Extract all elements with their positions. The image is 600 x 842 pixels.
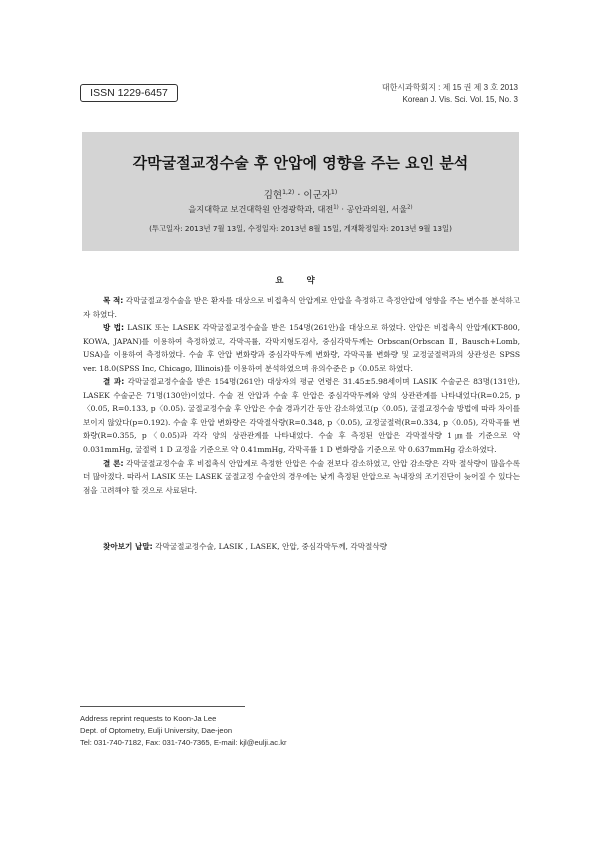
author-name: 이군자 (303, 190, 331, 201)
affiliation-part-2: · 공안과의원, 서울 (338, 204, 408, 214)
affiliation-mark-1: 1) (333, 204, 339, 211)
affiliation (82, 204, 519, 215)
issn-text: ISSN 1229-6457 (90, 87, 168, 99)
abstract-conclusion (83, 457, 520, 498)
abstract-methods (83, 321, 520, 375)
journal-info (382, 82, 518, 106)
affiliation-part-1: 을지대학교 보건대학원 안경광학과, 대전 (188, 204, 334, 214)
footer-divider (80, 706, 245, 707)
correspondence-footer (80, 713, 287, 749)
section-label: 결 과: (103, 377, 125, 387)
footer-line: Address reprint requests to Koon-Ja Lee (80, 714, 217, 723)
footer-line: Tel: 031-740-7182, Fax: 031-740-7365, E-mail: kjl@eulji.ac.kr (80, 738, 287, 747)
section-text: LASIK 또는 LASEK 각막굴절교정수술을 받은 154명(261안)을 대상으로 하였다. 안압은 비접촉식 안압계(KT-800, KOWA, JAPAN)를 이용하여 측정하였고, 각막곡률, 각막지형도검사, 중심각막두께는 Orbscan(Orbscan Ⅱ, Bausch+Lomb, USA)을 이용하여 측정하였다. 수술 후 안압 변화량과 중심각막두께 변화량, 각막곡률 변화량 및 교정굴절력과의 상관성은 SPSS ver. 18.0(SPSS Inc, Chicago, Illinois)를 이용하여 분석하였으며 유의수준은 p〈0.05로 하였다. (83, 323, 521, 373)
section-label: 목 적: (103, 296, 124, 305)
section-label: 결 론: (103, 458, 124, 468)
section-text: 각막굴절교정수술 후 비접촉식 안압계로 측정한 안압은 수술 전보다 감소하였고, 안압 감소량은 각막 절삭량이 많을수록 더 많아졌다. 따라서 LASIK 또는 LASEK 굴절교정 수술안의 경우에는 낮게 측정된 안압으로 녹내장의 조기진단이 늦어질 수 있다는 점을 고려해야 할 것으로 사료된다. (83, 458, 520, 495)
section-label: 방 법: (103, 323, 125, 333)
author-affiliation-mark: 1) (330, 188, 338, 196)
author-list (82, 187, 519, 201)
abstract-heading: 요 약 (275, 276, 325, 286)
abstract-purpose (83, 294, 520, 321)
section-text: 각막굴절교정수술을 받은 154명(261안) 대상자의 평균 연령은 31.45±5.98세이며 LASIK 수술군은 83명(131안), LASEK 수술군은 71명(130안)이었다. 수술 전 안압과 수술 후 안압은 중심각막두께와 양의 상관관계를 나타내었다(R=0.25, p〈0.05, R=0.133, p〈0.05). 굴절교정수술 후 안압은 수술 경과기간 동안 감소하였고(p〈0.05), 굴절교정수술 방법에 따라 차이를 보이지 않았다(p=0.192). 수술 후 안압 변화량은 각막절삭량(R=0.348, p〈0.05), 교정굴절력(R=0.334, p〈0.05), 각막곡률 변화량(R=0.355, p〈0.05)과 각각 양의 상관관계를 나타내었다. 수술 후 측정된 안압은 각막절삭량 1㎛를 기준으로 약 0.031mmHg, 굴절력 1 D 교정을 기준으로 약 0.41mmHg, 각막곡률 1 D 변화량을 기준으로 약 0.637mmHg 감소하였다. (83, 377, 520, 455)
issn-badge (80, 84, 178, 102)
author-name: 김현 (263, 190, 283, 201)
section-text: 각막굴절교정수술을 받은 환자를 대상으로 비접촉식 안압계로 안압을 측정하고 측정안압에 영향을 주는 변수를 분석하고자 하였다. (83, 296, 521, 319)
author-affiliation-mark: 1,2) (282, 188, 295, 196)
keywords-text: 각막굴절교정수술, LASIK , LASEK, 안압, 중심각막두께, 각막절삭량 (152, 542, 388, 551)
paper-title: 각막굴절교정수술 후 안압에 영향을 주는 요인 분석 (132, 154, 469, 172)
journal-english: Korean J. Vis. Sci. Vol. 15, No. 3 (402, 95, 518, 104)
keywords (103, 540, 523, 553)
abstract-body (83, 294, 520, 497)
journal-korean: 대한시과학회지 : 제 15 권 제 3 호 2013 (381, 83, 518, 92)
affiliation-mark-2: 2) (407, 204, 413, 211)
submission-dates: (투고일자: 2013년 7월 13일, 수정일자: 2013년 8월 15일, 게재확정일자: 2013년 9월 13일) (149, 224, 452, 233)
author-separator: · (297, 190, 301, 201)
title-block (82, 132, 519, 251)
keywords-label: 찾아보기 낱말: (103, 542, 153, 551)
footer-line: Dept. of Optometry, Eulji University, Dae-jeon (80, 726, 233, 735)
abstract-results (83, 375, 520, 456)
